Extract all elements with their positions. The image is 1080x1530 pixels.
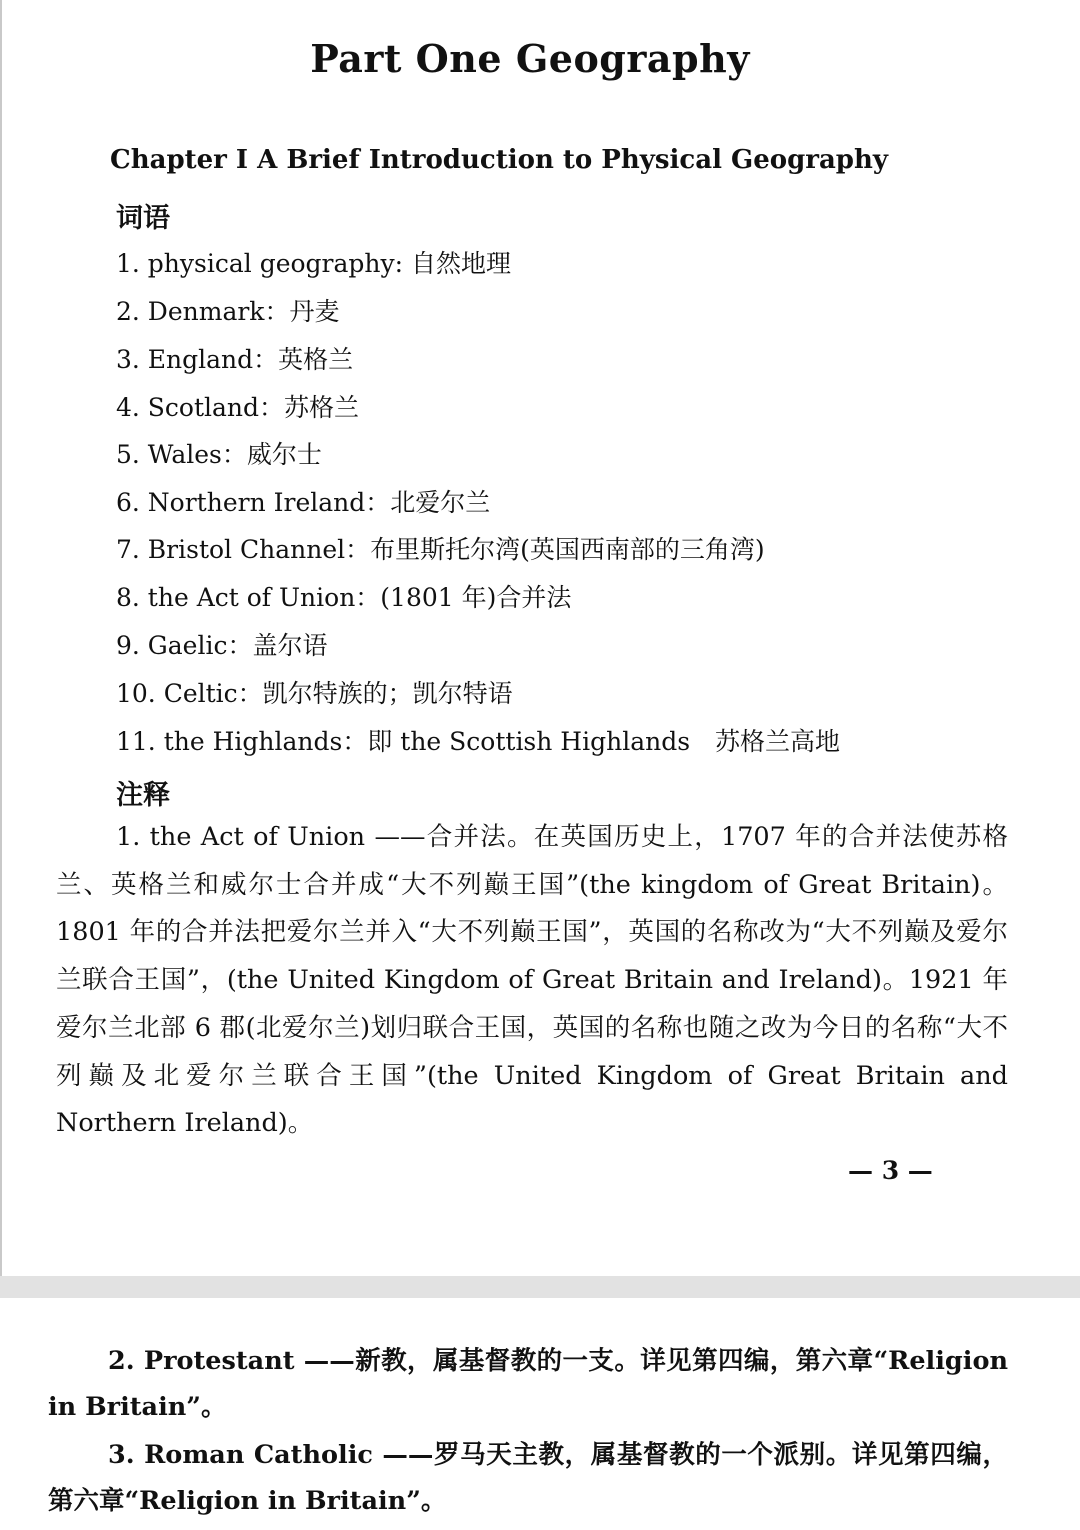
page-gap [0, 1276, 1080, 1298]
vocab-item: 8. the Act of Union：(1801 年)合并法 [116, 583, 572, 612]
chapter-title: Chapter Ⅰ A Brief Introduction to Physical Geography [110, 145, 888, 175]
vocab-item: 11. the Highlands：即 the Scottish Highlands 苏格兰高地 [116, 727, 841, 756]
note-1-text: 1. the Act of Union ——合并法。在英国历史上，1707 年的合并法使苏格兰、英格兰和威尔士合并成“大不列巅王国”(the kingdom of Great Britain)。1801 年的合并法把爱尔兰并入“大不列巅王国”，英国的名称改为“大不列巅及爱尔兰联合王国”，(the United Kingdom of Great Britain and Ireland)。1921 年爱尔兰北部 6 郡(北爱尔兰)划归联合王国，英国的名称也随之改为今日的名称“大不列巅及北爱尔兰联合王国”(the United Kingdom of Great Britain and Northern Ireland)。 [56, 822, 1008, 1139]
vocab-item: 4. Scotland：苏格兰 [116, 393, 360, 422]
vocab-item: 3. England：英格兰 [116, 345, 354, 374]
notes-heading: 注释 [116, 780, 170, 811]
page-4-fragment [0, 1298, 1080, 1530]
note-3-text: 3. Roman Catholic ——罗马天主教，属基督教的一个派别。详见第四编，第六章“Religion in Britain”。 [48, 1440, 1008, 1516]
note-1 [56, 814, 1008, 1148]
vocab-item: 5. Wales：威尔士 [116, 440, 322, 469]
vocab-item: 2. Denmark：丹麦 [116, 297, 340, 326]
page-number: — 3 — [848, 1156, 933, 1185]
vocab-item: 7. Bristol Channel：布里斯托尔湾(英国西南部的三角湾) [116, 535, 765, 564]
vocab-item: 9. Gaelic：盖尔语 [116, 631, 328, 660]
vocab-item: 1. physical geography: 自然地理 [116, 249, 512, 278]
vocab-heading: 词语 [116, 203, 170, 234]
vocab-item: 6. Northern Ireland：北爱尔兰 [116, 488, 491, 517]
vocab-item: 10. Celtic：凯尔特族的；凯尔特语 [116, 679, 513, 708]
note-2-text: 2. Protestant ——新教，属基督教的一支。详见第四编，第六章“Religion in Britain”。 [48, 1346, 1008, 1422]
note-3 [48, 1432, 1008, 1524]
note-2 [48, 1338, 1008, 1430]
part-title: Part One Geography [310, 36, 750, 81]
